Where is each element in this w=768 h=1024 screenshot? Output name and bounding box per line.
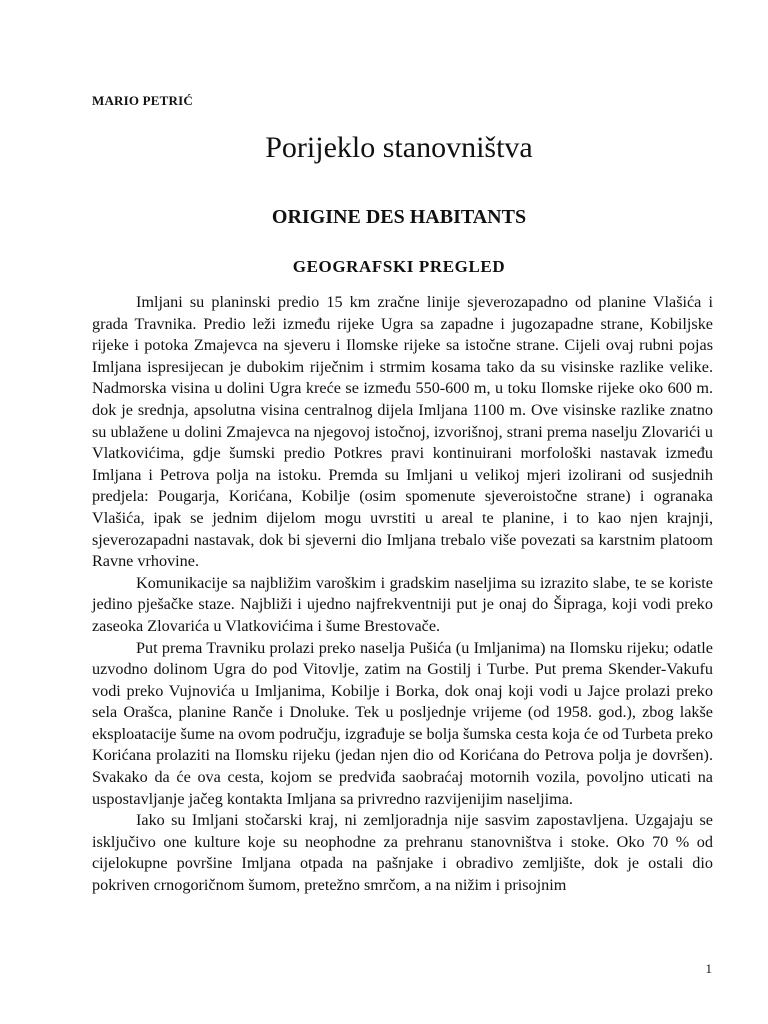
document-title: Porijeklo stanovništva: [265, 131, 533, 164]
section-heading: GEOGRAFSKI PREGLED: [292, 257, 506, 276]
document-subtitle: ORIGINE DES HABITANTS: [271, 206, 527, 228]
paragraph: Iako su Imljani stočarski kraj, ni zemljoradnja nije sasvim zapostavljena. Uzgajaju se isključivo one kulture koje su neophodne za prehranu stanovništva i stoke. Oko 70 % od cijelokupne površine Imljana otpada na pašnjake i obradivo zemljište, dok je ostali dio pokriven crnogoričnom šumom, pretežno smrčom, a na nižim i prisojnim: [92, 811, 713, 895]
paragraph: Put prema Travniku prolazi preko naselja Pušića (u Imljanima) na Ilomsku rijeku; odatle uzvodno dolinom Ugra do pod Vitovlje, zatim na Gostilj i Turbe. Put prema Skender-Vakufu vodi preko Vujnovića u Imljanima, Kobilje i Borka, dok onaj koji vodi u Jajce prolazi preko sela Orašca, planine Ranče i Dnoluke. Tek u posljednje vrijeme (od 1958. god.), zbog lakše eksploatacije šume na ovom području, izgrađuje se bolja šumska cesta koja će od Turbeta preko Korićana prolaziti na Ilomsku rijeku (jedan njen dio od Korićana do Petrova polja je dovršen). Svakako da će ova cesta, kojom se predviđa saobraćaj motornih vozila, povoljno uticati na uspostavljanje jačeg kontakta Imljana sa privredno razvijenijim naseljima.: [92, 638, 713, 808]
author-name: MARIO PETRIĆ: [92, 93, 193, 108]
paragraph: Imljani su planinski predio 15 km zračne linije sjeverozapadno od planine Vlašića i grada Travnika. Predio leži između rijeke Ugra sa zapadne i jugozapadne strane, Kobiljske rijeke i potoka Zmajevca na sjeveru i Ilomske rijeke sa istočne strane. Cijeli ovaj rubni pojas Imljana ispresijecan je dubokim riječnim i strmim kosama tako da su visinske razlike velike. Nadmorska visina u dolini Ugra kreće se između 550-600 m, u toku Ilomske rijeke oko 600 m. dok je srednja, apsolutna visina centralnog dijela Imljana 1100 m. Ove visinske razlike znatno su ublažene u dolini Zmajevca na njegovoj istočnoj, izvorišnoj, strani prema naselju Zlovarići u Vlatkovićima, gdje šumski predio Potkres pravi kontinuirani morfološki nastavak između Imljana i Petrova polja na istoku. Premda su Imljani u velikoj mjeri izolirani od susjednih predjela: Pougarja, Korićana, Kobilje (osim spomenute sjeveroistočne strane) i ogranaka Vlašića, ipak se jednim dijelom mogu uvrstiti u areal te planine, i to kao njen krajnji, sjeverozapadni nastavak, dok bi sjeverni dio Imljana trebalo više povezati sa karstnim platoom Ravne vrhovine.: [92, 293, 713, 571]
body-text: [92, 292, 713, 897]
page-number: 1: [705, 961, 712, 976]
paragraph: Komunikacije sa najbližim varoškim i gradskim naseljima su izrazito slabe, te se koriste jedino pješačke staze. Najbliži i ujedno najfrekventniji put je onaj do Šipraga, koji vodi preko zaseoka Zlovarića u Vlatkovićima i šume Brestovače.: [92, 573, 713, 635]
